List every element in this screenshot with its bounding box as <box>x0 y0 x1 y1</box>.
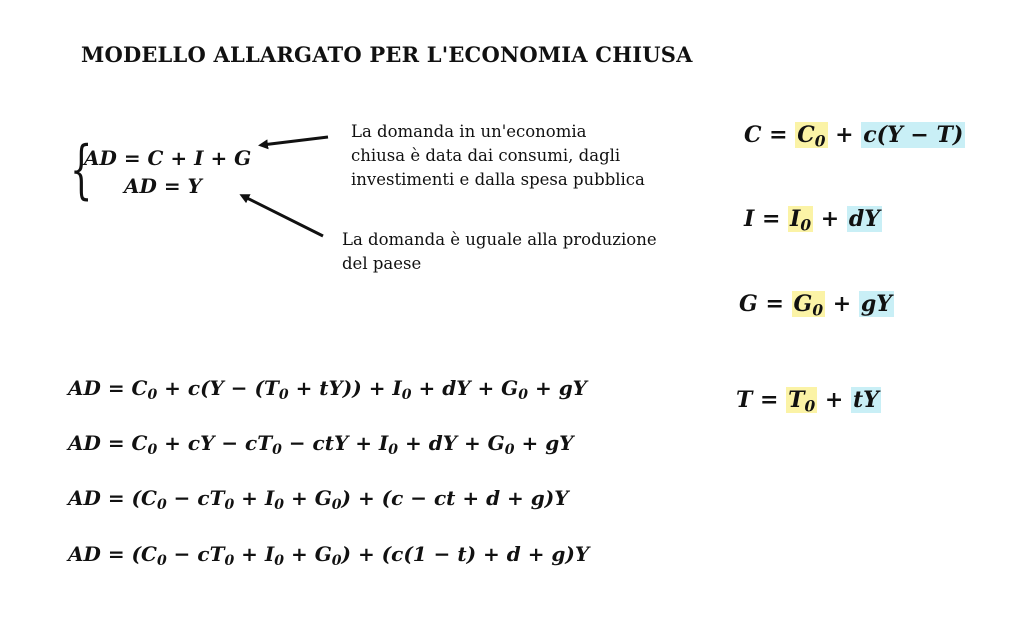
induced-term: dY <box>848 206 880 232</box>
derivation-step-3: AD = $(C_0 - cT_0 + I_0 + G_0) + (c$ − ct + d + g)Y <box>68 486 569 514</box>
system-line-2: AD = Y <box>124 174 202 198</box>
arrow-to-ad-equals-y <box>243 196 323 236</box>
note-demand-equals-production <box>342 228 657 276</box>
autonomous-term: $G_0$ <box>793 291 824 320</box>
note-demand-components <box>351 120 645 192</box>
autonomous-term: $C_0$ <box>797 122 826 151</box>
induced-term: tY <box>852 387 879 413</box>
equation-consumption: $C = C_0 + c(Y - T)$ <box>744 122 964 151</box>
note-line: La domanda è uguale alla produzione <box>342 230 657 249</box>
equation-government: $G = G_0$ + gY <box>739 291 892 320</box>
derivation-step-1: AD = $C_0 + c(Y - (T_0 + tY)) + I_0$ + dY + $G_0$ + gY <box>68 376 587 404</box>
note-line: investimenti e dalla spesa pubblica <box>351 170 645 189</box>
equation-investment: $I = I_0$ + dY <box>744 206 880 235</box>
note-line: chiusa è data dai consumi, dagli <box>351 146 621 165</box>
autonomous-term: $I_0$ <box>790 206 812 235</box>
page-title: MODELLO ALLARGATO PER L'ECONOMIA CHIUSA <box>81 42 693 67</box>
arrow-to-ad-components <box>262 137 328 145</box>
derivation-step-4: AD = $(C_0 - cT_0 + I_0 + G_0) + (c(1 - t) + d + g)Y$ <box>68 542 590 570</box>
derivation-step-2: AD = $C_0$ + cY − $cT_0$ − ctY + $I_0$ + dY + $G_0$ + gY <box>68 431 574 459</box>
note-line: del paese <box>342 254 422 273</box>
induced-term: gY <box>860 291 892 317</box>
system-line-1: AD = C + I + G <box>84 146 252 170</box>
autonomous-term: $T_0$ <box>788 387 816 416</box>
curly-brace: { <box>70 133 93 207</box>
induced-term: c(Y − T) <box>863 122 964 148</box>
equation-taxes: $T = T_0$ + tY <box>736 387 879 416</box>
note-line: La domanda in un'economia <box>351 122 587 141</box>
